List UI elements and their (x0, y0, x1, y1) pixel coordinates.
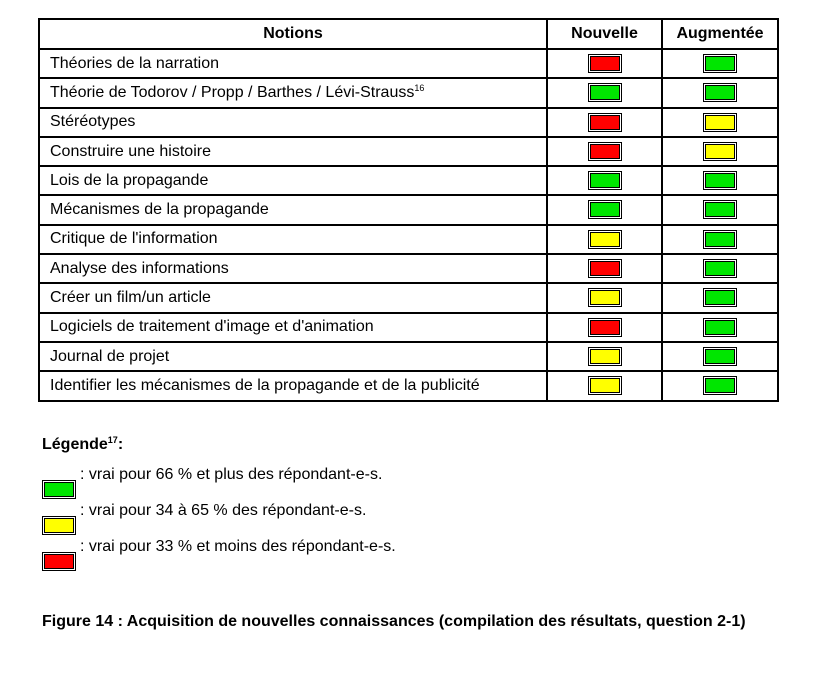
green-indicator-icon (705, 349, 735, 364)
table-row (39, 342, 778, 371)
green-indicator-icon (705, 261, 735, 276)
augmentee-cell (662, 254, 778, 283)
nouvelle-cell (547, 371, 662, 400)
notion-cell (39, 225, 547, 254)
notion-label: Construire une histoire (50, 142, 211, 160)
legend-text-yellow: : vrai pour 34 à 65 % des répondant-e-s. (80, 502, 367, 519)
augmentee-cell (662, 283, 778, 312)
notion-cell (39, 78, 547, 107)
green-indicator-icon (44, 482, 74, 497)
nouvelle-cell (547, 342, 662, 371)
notion-cell (39, 283, 547, 312)
augmentee-cell (662, 225, 778, 254)
red-indicator-icon (590, 320, 620, 335)
red-indicator-icon (590, 261, 620, 276)
notion-label: Créer un film/un article (50, 289, 211, 307)
red-indicator-icon (590, 56, 620, 71)
legend-title-colon: : (117, 436, 124, 453)
nouvelle-cell (547, 137, 662, 166)
notion-label: Lois de la propagande (50, 171, 209, 189)
table-row (39, 195, 778, 224)
yellow-indicator-icon (44, 518, 74, 533)
yellow-indicator-icon (590, 378, 620, 393)
green-indicator-icon (705, 56, 735, 71)
figure-caption: Figure 14 : Acquisition de nouvelles connaissances (compilation des résultats, question 2-1) (42, 613, 746, 630)
green-indicator-icon (705, 173, 735, 188)
green-indicator-icon (590, 173, 620, 188)
notion-cell (39, 254, 547, 283)
table-row (39, 137, 778, 166)
augmentee-cell (662, 49, 778, 78)
augmentee-cell (662, 108, 778, 137)
legend-text-green: : vrai pour 66 % et plus des répondant-e-s. (80, 466, 383, 483)
footnote-marker: 16 (414, 82, 425, 93)
augmentee-cell (662, 342, 778, 371)
nouvelle-cell (547, 195, 662, 224)
table-row (39, 225, 778, 254)
nouvelle-cell (547, 78, 662, 107)
notion-label: Théories de la narration (50, 54, 219, 72)
table-row (39, 254, 778, 283)
notion-cell (39, 342, 547, 371)
header-augmentee: Augmentée (662, 19, 778, 49)
notion-cell (39, 108, 547, 137)
nouvelle-cell (547, 225, 662, 254)
table-row (39, 166, 778, 195)
table-header-row (39, 19, 778, 49)
table-row (39, 108, 778, 137)
augmentee-cell (662, 78, 778, 107)
yellow-indicator-icon (590, 232, 620, 247)
green-indicator-icon (705, 290, 735, 305)
green-indicator-icon (705, 232, 735, 247)
header-notions: Notions (39, 19, 547, 49)
table-row (39, 371, 778, 400)
yellow-indicator-icon (590, 349, 620, 364)
augmentee-cell (662, 137, 778, 166)
notion-cell (39, 166, 547, 195)
yellow-indicator-icon (705, 115, 735, 130)
table-body (39, 49, 778, 401)
nouvelle-cell (547, 166, 662, 195)
green-indicator-icon (705, 202, 735, 217)
header-nouvelle: Nouvelle (547, 19, 662, 49)
green-indicator-icon (590, 202, 620, 217)
table-row (39, 49, 778, 78)
notions-table (38, 18, 779, 402)
legend-title-footnote: 17 (107, 435, 118, 445)
legend-title (42, 436, 123, 454)
table-row (39, 313, 778, 342)
notion-label: Identifier les mécanismes de la propagande et de la publicité (50, 376, 480, 394)
notion-cell (39, 137, 547, 166)
augmentee-cell (662, 195, 778, 224)
notion-label: Critique de l'information (50, 230, 218, 248)
notion-label: Analyse des informations (50, 259, 229, 277)
legend-title-text: Légende (42, 436, 108, 453)
augmentee-cell (662, 371, 778, 400)
notion-label: Théorie de Todorov / Propp / Barthes / Lévi-Strauss (50, 83, 415, 101)
green-indicator-icon (590, 85, 620, 100)
red-indicator-icon (590, 144, 620, 159)
notion-label: Mécanismes de la propagande (50, 201, 269, 219)
yellow-indicator-icon (590, 290, 620, 305)
red-indicator-icon (590, 115, 620, 130)
notion-cell (39, 313, 547, 342)
notion-label: Logiciels de traitement d'image et d'animation (50, 318, 374, 336)
nouvelle-cell (547, 313, 662, 342)
notion-cell (39, 371, 547, 400)
notion-cell (39, 195, 547, 224)
nouvelle-cell (547, 254, 662, 283)
yellow-indicator-icon (705, 144, 735, 159)
augmentee-cell (662, 166, 778, 195)
nouvelle-cell (547, 283, 662, 312)
green-indicator-icon (705, 320, 735, 335)
augmentee-cell (662, 313, 778, 342)
green-indicator-icon (705, 85, 735, 100)
legend-text-red: : vrai pour 33 % et moins des répondant-e-s. (80, 538, 396, 555)
notion-label: Stéréotypes (50, 113, 136, 131)
table-row (39, 283, 778, 312)
notion-label: Journal de projet (50, 347, 170, 365)
table-row (39, 78, 778, 107)
red-indicator-icon (44, 554, 74, 569)
nouvelle-cell (547, 108, 662, 137)
notion-cell (39, 49, 547, 78)
green-indicator-icon (705, 378, 735, 393)
nouvelle-cell (547, 49, 662, 78)
